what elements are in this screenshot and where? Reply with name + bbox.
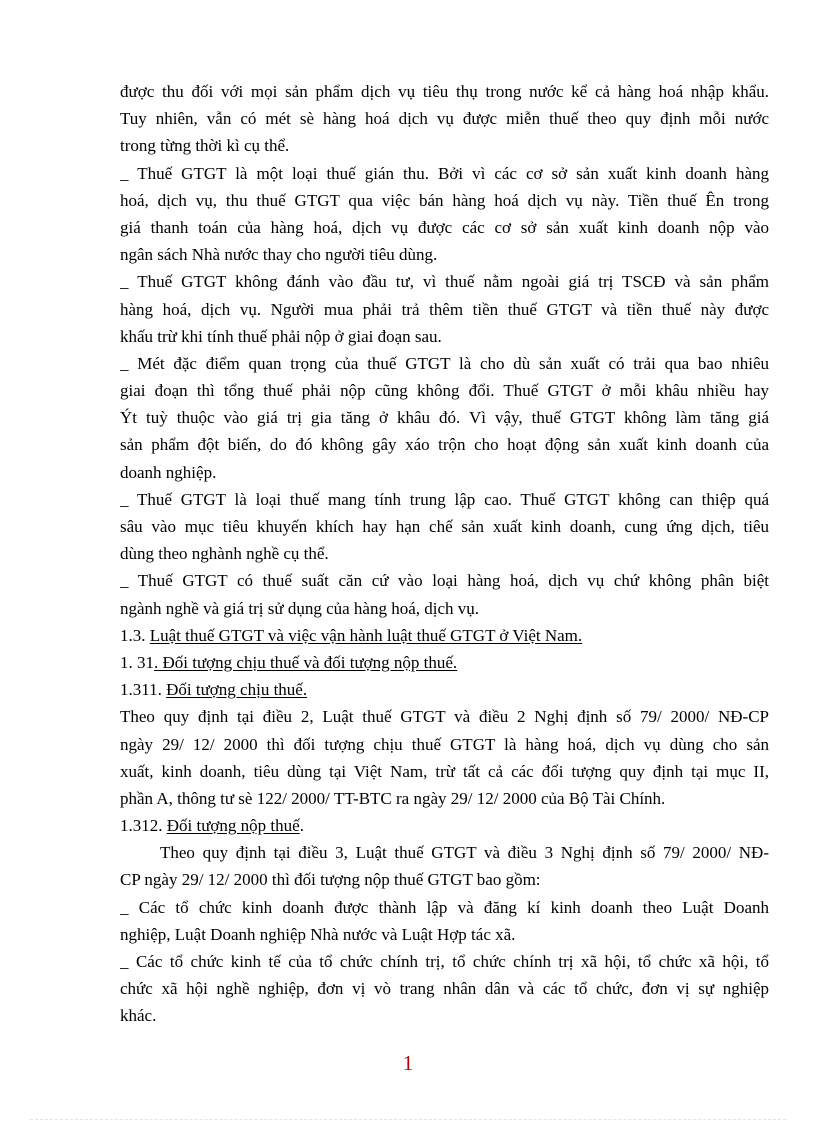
paragraph-investment [120,268,769,350]
section-heading-1-3 [120,622,769,649]
paragraph-business-orgs [120,894,769,948]
section-number: 1.3. [120,625,150,645]
text-line: CP ngày 29/ 12/ 2000 thì đối tượng nộp thuế GTGT bao gồm: [120,870,541,890]
text-line: sản phẩm đột biến, do đó không gây xáo trộn cho hoạt động sản xuất kinh doanh của [120,435,769,455]
page-divider [30,1119,786,1120]
section-heading-1-312 [120,812,769,839]
paragraph-taxpayers [120,839,769,893]
text-line: _ Thuế GTGT là một loại thuế gián thu. Bởi vì các cơ sở sản xuất kinh doanh hàng [120,163,769,183]
text-line: doanh nghiệp. [120,462,217,482]
text-line: hoá, dịch vụ, thu thuế GTGT qua việc bán hàng hoá dịch vụ này. Tiền thuế Ên trong [120,190,769,210]
text-line: phần A, thông tư sè 122/ 2000/ TT-BTC ra ngày 29/ 12/ 2000 của Bộ Tài Chính. [120,788,666,808]
section-number: 1.311. [120,680,167,700]
text-line: _ Các tổ chức kinh tế của tổ chức chính trị, tổ chức chính trị xã hội, tổ chức xã hội, tổ [120,952,769,971]
text-line: _ Thuế GTGT là loại thuế mang tính trung lập cao. Thuế GTGT không can thiệp quá [120,489,769,509]
section-title: Đối tượng nộp thuế [166,816,300,836]
text-line: Ýt tuỳ thuộc vào giá trị gia tăng ở khâu đó. Vì vậy, thuế GTGT không làm tăng giá [120,408,769,428]
text-line: giá thanh toán của hàng hoá, dịch vụ được các cơ sở sản xuất kinh doanh nộp vào [120,217,769,237]
page-number: 1 [402,1051,414,1075]
section-title: Đối tượng chịu thuế. [166,680,308,700]
text-line: được thu đối với mọi sản phẩm dịch vụ tiêu thụ trong nước kể cả hàng hoá nhập khẩu. [120,82,769,101]
text-line: xuất, kinh doanh, tiêu dùng tại Việt Nam, trừ tất cả các đối tượng quy định tại mục II, [120,761,769,781]
text-line: ngành nghề và giá trị sử dụng của hàng hoá, dịch vụ. [120,598,480,618]
text-line: _ Thuế GTGT không đánh vào đầu tư, vì thuế nằm ngoài giá trị TSCĐ và sản phẩm [120,272,769,292]
text-line: trong từng thời kì cụ thể. [120,136,290,156]
text-line: hàng hoá, dịch vụ. Người mua phải trả thêm tiền thuế GTGT và tiền thuế này được [120,299,769,319]
text-line: giai đoạn thì tổng thuế phải nộp cũng không đổi. Thuế GTGT ở mỗi khâu nhiều hay [120,381,769,401]
text-line: _ Thuế GTGT có thuế suất căn cứ vào loại hàng hoá, dịch vụ chứ không phân biệt [120,571,769,591]
text-line: _ Các tổ chức kinh doanh được thành lập và đăng kí kinh doanh theo Luật Doanh [120,897,769,917]
text-line: _ Mét đặc điểm quan trọng của thuế GTGT là cho dù sản xuất có trải qua bao nhiêu [120,353,769,373]
paragraph-tax-rate [120,567,769,621]
paragraph-economic-orgs [120,948,769,1030]
text-line: ngày 29/ 12/ 2000 thì đối tượng chịu thuế GTGT là hàng hoá, dịch vụ dùng cho sản [120,734,769,754]
section-number: 1.312. [120,816,167,836]
text-line: Theo quy định tại điều 3, Luật thuế GTGT và điều 3 Nghị định số 79/ 2000/ NĐ- [160,843,769,863]
text-line: nghiệp, Luật Doanh nghiệp Nhà nước và Luật Hợp tác xã. [120,924,516,944]
section-heading-1-31 [120,649,769,676]
section-heading-1-311 [120,676,769,703]
text-line: Tuy nhiên, vẫn có mét sè hàng hoá dịch vụ được miễn thuế theo quy định mỗi nước [120,109,769,129]
text-line: chức xã hội nghề nghiệp, đơn vị vò trang nhân dân và các tổ chức, đơn vị sự nghiệp [120,979,769,999]
paragraph-intro [120,78,769,160]
section-title-tail: . [299,816,304,836]
text-line: khấu trừ khi tính thuế phải nộp ở giai đoạn sau. [120,326,442,346]
text-line: sâu vào mục tiêu khuyến khích hay hạn chế sản xuất kinh doanh, cung ứng dịch, tiêu [120,517,769,536]
paragraph-taxable-objects [120,703,769,812]
section-title: . Đối tượng chịu thuế và đối tượng nộp thuế. [154,652,458,672]
text-line: Theo quy định tại điều 2, Luật thuế GTGT và điều 2 Nghị định số 79/ 2000/ NĐ-CP [120,707,769,727]
paragraph-neutrality [120,486,769,568]
text-line: khác. [120,1006,157,1026]
document-page [120,78,769,1030]
section-number: 1. 31 [120,652,154,672]
section-title: Luật thuế GTGT và việc vận hành luật thuế GTGT ở Việt Nam [149,625,578,645]
text-line: ngân sách Nhà nước thay cho người tiêu dùng. [120,245,438,265]
paragraph-indirect-tax [120,160,769,269]
text-line: dùng theo nghành nghề cụ thể. [120,544,329,564]
paragraph-key-feature [120,350,769,486]
section-title-tail: . [577,625,583,645]
